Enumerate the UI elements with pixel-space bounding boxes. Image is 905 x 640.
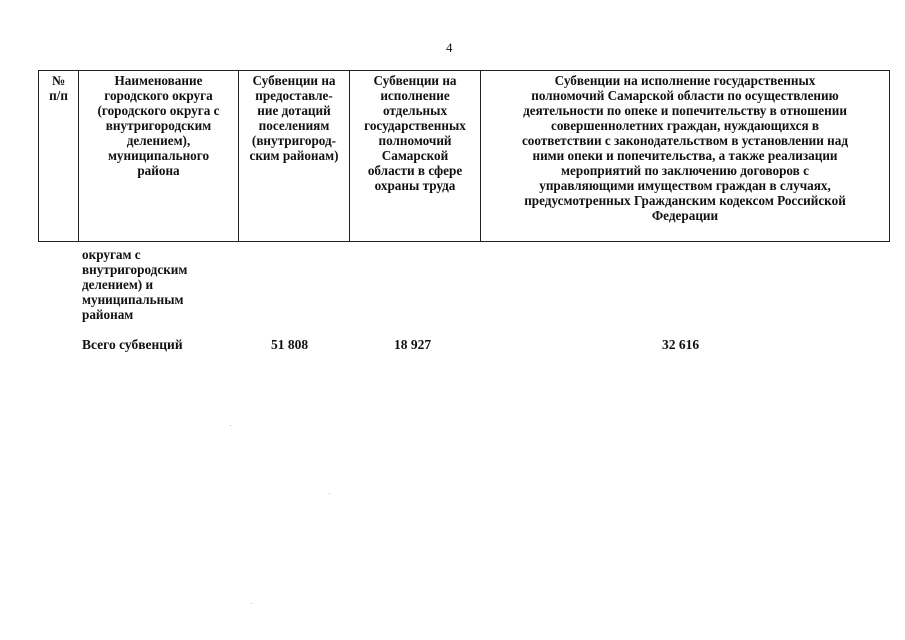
- header-number: № п/п: [39, 71, 79, 242]
- continuation-text: округам с внутригородским делением) и муниципальным районам: [82, 247, 188, 322]
- total-value-guardianship: 32 616: [662, 337, 700, 352]
- header-table: [38, 70, 890, 242]
- header-subsidy-dotations: Субвенции на предоставле- ние дотаций поселениям (внутригород- ским районам): [239, 71, 350, 242]
- header-row: [39, 71, 890, 242]
- scan-speck: [329, 493, 330, 494]
- total-label: Всего субвенций: [82, 337, 183, 352]
- scan-speck: [251, 603, 252, 604]
- header-name: Наименование городского округа (городского округа с внутригородским делением), муниципального района: [79, 71, 239, 242]
- header-subsidy-labor-protection: Субвенции на исполнение отдельных государственных полномочий Самарской области в сфере охраны труда: [350, 71, 481, 242]
- total-value-dotations: 51 808: [271, 337, 309, 352]
- total-value-labor-protection: 18 927: [394, 337, 432, 352]
- page-number: 4: [446, 40, 453, 55]
- scan-speck: [230, 425, 231, 426]
- header-subsidy-guardianship: Субвенции на исполнение государственных полномочий Самарской области по осуществлению деятельности по опеке и попечительству в отношении совершеннолетних граждан, нуждающихся в соответствии с законодательством в установлении над ними опеки и попечительства, а также реализации мероприятий по заключению договоров с управляющими имуществом граждан в случаях, предусмотренных Гражданским кодексом Российской Федерации: [481, 71, 890, 242]
